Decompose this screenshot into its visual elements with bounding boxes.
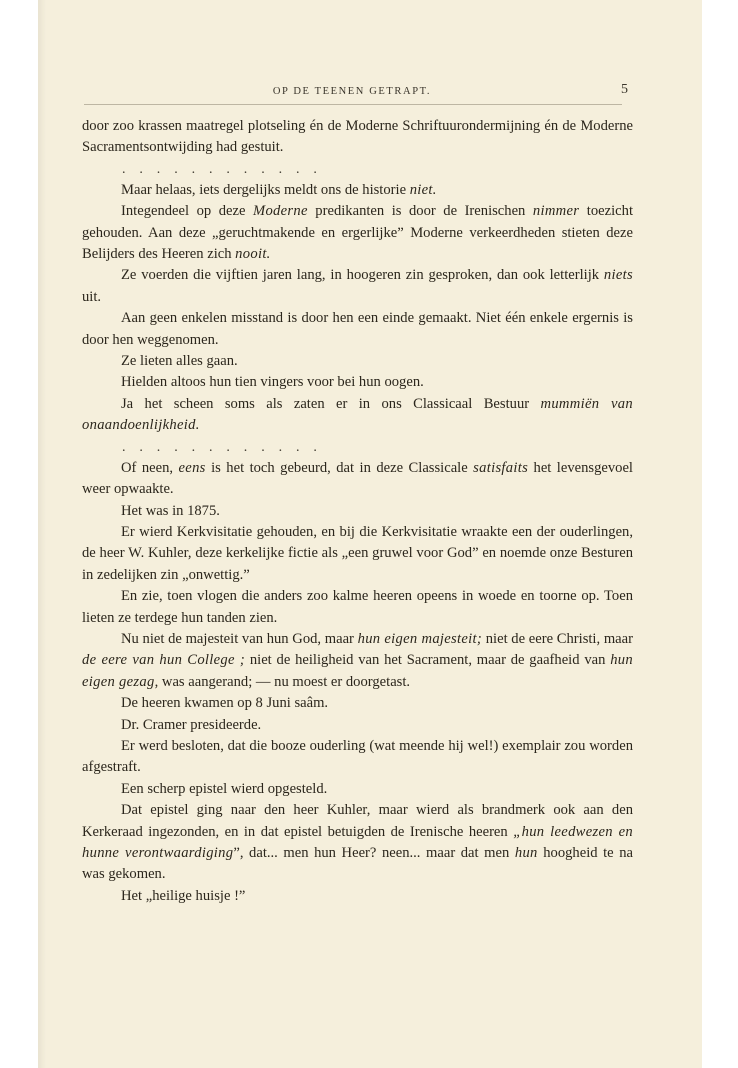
- page-edge-shadow: [38, 0, 46, 1068]
- emphasis: hun eigen gezag: [82, 652, 633, 690]
- paragraph: Het „heilige huisje !”: [121, 887, 246, 904]
- emphasis: nooit.: [235, 246, 271, 263]
- page-header: [82, 82, 628, 104]
- body-text: [82, 116, 633, 907]
- paragraph: Ze lieten alles gaan.: [121, 353, 238, 370]
- emphasis: mummiën van onaandoenlijkheid.: [82, 395, 634, 434]
- text-run: Integendeel op deze: [121, 203, 253, 220]
- paragraph: En zie, toen vlogen die anders zoo kalme heeren opeens in woede en toorne op. Toen lieten ze terdege hun tanden zien.: [82, 588, 633, 626]
- paragraph: [82, 201, 633, 265]
- header-rule: [84, 104, 622, 105]
- text-run: Nu niet de majesteit van hun God, maar: [121, 630, 358, 647]
- emphasis: niets: [603, 267, 633, 284]
- running-title: OP DE TEENEN GETRAPT.: [272, 86, 432, 97]
- text-run: Maar helaas, iets dergelijks meldt ons de historie: [121, 181, 410, 198]
- emphasis: nimmer: [532, 203, 580, 220]
- paragraph: Aan geen enkelen misstand is door hen een einde gemaakt. Niet één enkele ergernis is door hen weggenomen.: [82, 310, 633, 348]
- text-run: ”, dat... men hun Heer? neen... maar dat men: [233, 845, 515, 861]
- paragraph: door zoo krassen maatregel plotseling én de Moderne Schriftuurondermijning én de Moderne Sacramentsontwijding had gestuit.: [82, 118, 633, 156]
- text-run: toezicht gehouden. Aan deze „geruchtmakende en ergerlijke” Moderne verkeerdheden stieten deze Belijders des Heeren zich: [82, 203, 634, 263]
- emphasis: eens: [178, 459, 206, 476]
- emphasis: niet.: [409, 181, 437, 198]
- paragraph: Hielden altoos hun tien vingers voor bei hun oogen.: [121, 374, 424, 391]
- book-page: [38, 0, 702, 1068]
- paragraph: Er wierd Kerkvisitatie gehouden, en bij die Kerkvisitatie wraakte een der ouderlingen, de heer W. Kuhler, deze kerkelijke fictie als „een gruwel voor God” en noemde onze Besturen in zedelijken zin „onwettig.”: [82, 523, 633, 583]
- text-run: , was aangerand; — nu moest er doorgetast.: [154, 673, 411, 690]
- text-run: hoogheid te na was gekomen.: [82, 845, 633, 883]
- text-run: niet de eere Christi, maar: [482, 630, 633, 647]
- emphasis: satisfaits: [473, 459, 529, 476]
- paragraph: [82, 265, 633, 308]
- text-run: Ze voerden die vijftien jaren lang, in hoogeren zin gesproken, dan ook letterlijk: [121, 267, 604, 284]
- paragraph: Er werd besloten, dat die booze ouderling (wat meende hij wel!) exemplair zou worden afgestraft.: [82, 737, 633, 776]
- text-run: Ja het scheen soms als zaten er in ons Classicaal Bestuur: [121, 395, 541, 412]
- emphasis: Moderne: [252, 203, 308, 220]
- paragraph: [82, 394, 633, 437]
- page-number: 5: [621, 82, 628, 97]
- paragraph: Een scherp epistel wierd opgesteld.: [121, 780, 328, 797]
- text-run: Dat epistel ging naar den heer Kuhler, maar wierd als brandmerk ook aan den Kerkeraad ingezonden, en in dat epistel betuigden de Irenische heeren: [82, 802, 633, 840]
- paragraph: [82, 458, 633, 501]
- ellipsis-separator: . . . . . . . . . . . .: [122, 439, 323, 455]
- paragraph: Dr. Cramer presideerde.: [121, 716, 262, 733]
- text-run: is het toch gebeurd, dat in deze Classicale: [205, 459, 474, 476]
- text-run: Of neen,: [121, 459, 179, 476]
- emphasis: de eere van hun College ;: [82, 652, 246, 669]
- paragraph: De heeren kwamen op 8 Juni saâm.: [121, 695, 329, 712]
- paragraph: [82, 180, 633, 201]
- emphasis: hun eigen majesteit;: [357, 630, 483, 647]
- paragraph: [82, 800, 633, 886]
- paragraph: [82, 629, 633, 693]
- paragraph: Het was in 1875.: [121, 502, 220, 519]
- text-run: predikanten is door de Irenischen: [307, 203, 533, 220]
- text-run: het levensgevoel weer opwaakte.: [82, 459, 633, 498]
- text-run: uit.: [82, 288, 102, 305]
- text-run: niet de heiligheid van het Sacrament, maar de gaafheid van: [245, 652, 611, 669]
- emphasis: „hun leedwezen en hunne verontwaardiging: [82, 823, 633, 861]
- ellipsis-separator: . . . . . . . . . . . .: [122, 161, 323, 177]
- emphasis: hun: [514, 845, 538, 861]
